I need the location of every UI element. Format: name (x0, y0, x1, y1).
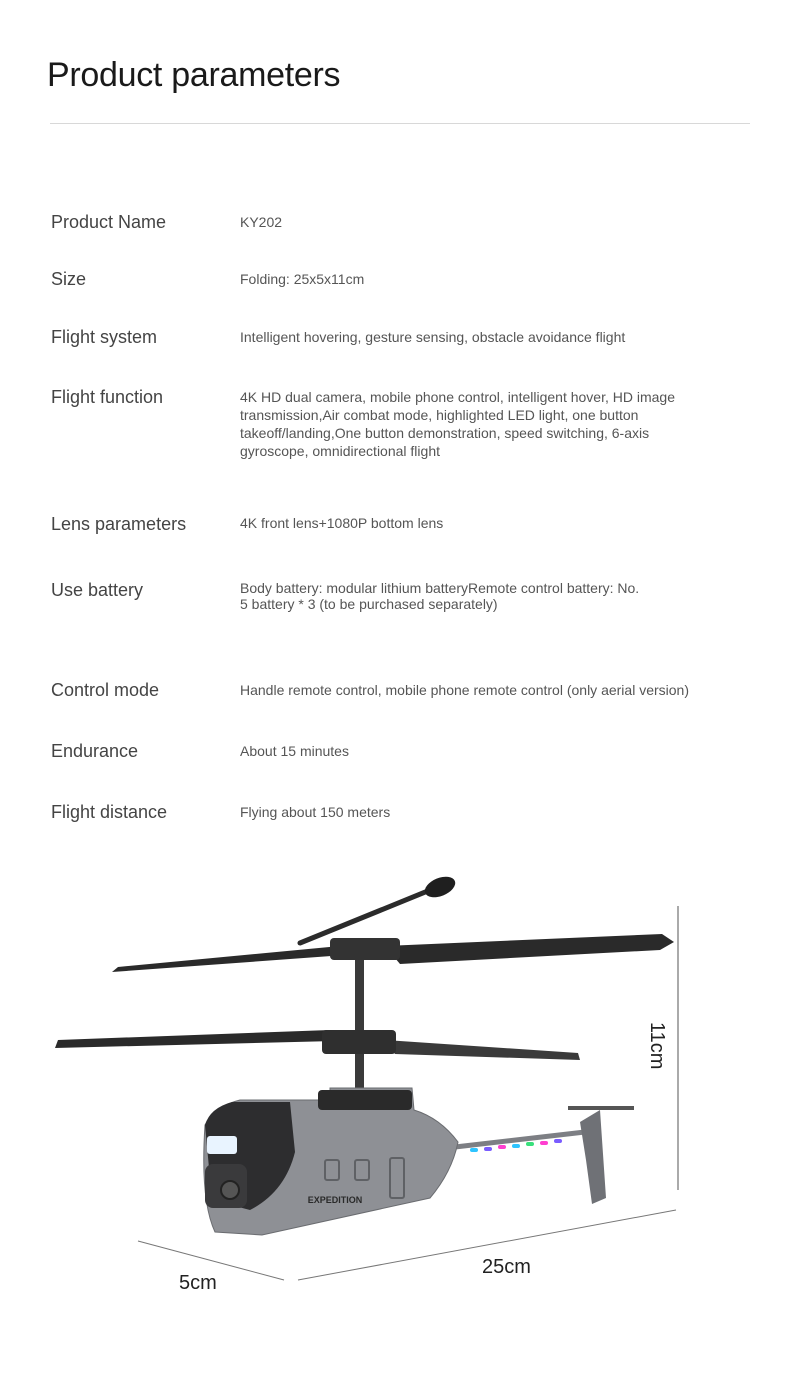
param-value-line: gyroscope, omnidirectional flight (240, 443, 440, 459)
param-value-line: 4K front lens+1080P bottom lens (240, 515, 444, 531)
helicopter-illustration (0, 860, 800, 1378)
tail-boom (455, 1132, 585, 1147)
param-label-flight-function: Flight function (51, 387, 164, 407)
param-value-line: Folding: 25x5x11cm (240, 271, 365, 287)
param-label-control-mode: Control mode (51, 680, 160, 700)
param-label-flight-distance: Flight distance (51, 802, 168, 822)
upper-rotor-blade-right (385, 934, 674, 964)
width-dimension-label: 5cm (179, 1272, 217, 1294)
battery-cover (318, 1090, 412, 1110)
param-value-line: Handle remote control, mobile phone remote control (only aerial version) (240, 682, 689, 698)
param-value-line: About 15 minutes (240, 743, 349, 759)
param-value-line: takeoff/landing,One button demonstration, speed switching, 6-axis (240, 425, 650, 441)
param-value-size (240, 270, 720, 288)
param-value-control-mode (240, 681, 720, 699)
lower-rotor-hub (322, 1030, 396, 1054)
body-decal-text: EXPEDITION (307, 1195, 363, 1205)
tail-rotor (568, 1106, 634, 1110)
param-value-flight-system (240, 328, 720, 346)
rotor-mast (355, 960, 364, 1092)
upper-rotor-hub (330, 938, 400, 960)
lower-rotor-blade-left (55, 1030, 335, 1048)
height-dimension-label: 11cm (646, 1022, 668, 1070)
param-value-lens-parameters (240, 514, 720, 532)
param-value-line: 4K HD dual camera, mobile phone control, intelligent hover, HD image (240, 389, 676, 405)
front-camera-lens (221, 1181, 239, 1199)
param-value-line: KY202 (240, 214, 283, 230)
param-value-line: Body battery: modular lithium batteryRemote control battery: No. (240, 580, 640, 596)
stabilizer-weight (422, 873, 458, 902)
param-value-endurance (240, 742, 720, 760)
param-value-product-name (240, 213, 720, 231)
lower-rotor-blade-right (385, 1040, 580, 1060)
upper-rotor-blade-left (112, 946, 345, 972)
param-value-line: 5 battery * 3 (to be purchased separately) (240, 596, 498, 612)
param-label-product-name: Product Name (51, 212, 167, 232)
headlight (207, 1136, 237, 1154)
param-value-flight-function (240, 388, 720, 460)
param-value-line: transmission,Air combat mode, highlighted LED light, one button (240, 407, 639, 423)
param-value-use-battery (240, 580, 720, 612)
param-label-size: Size (51, 269, 87, 289)
title-divider (50, 123, 750, 124)
param-label-endurance: Endurance (51, 741, 139, 761)
param-label-use-battery: Use battery (51, 580, 144, 600)
param-value-line: Flying about 150 meters (240, 804, 391, 820)
param-value-line: Intelligent hovering, gesture sensing, obstacle avoidance flight (240, 329, 626, 345)
param-label-lens-parameters: Lens parameters (51, 514, 187, 534)
stabilizer-bar (300, 886, 440, 943)
tail-fin (580, 1110, 606, 1204)
param-label-flight-system: Flight system (51, 327, 158, 347)
page-title: Product parameters (47, 56, 341, 94)
length-dimension-label: 25cm (482, 1256, 531, 1278)
param-value-flight-distance (240, 803, 720, 821)
